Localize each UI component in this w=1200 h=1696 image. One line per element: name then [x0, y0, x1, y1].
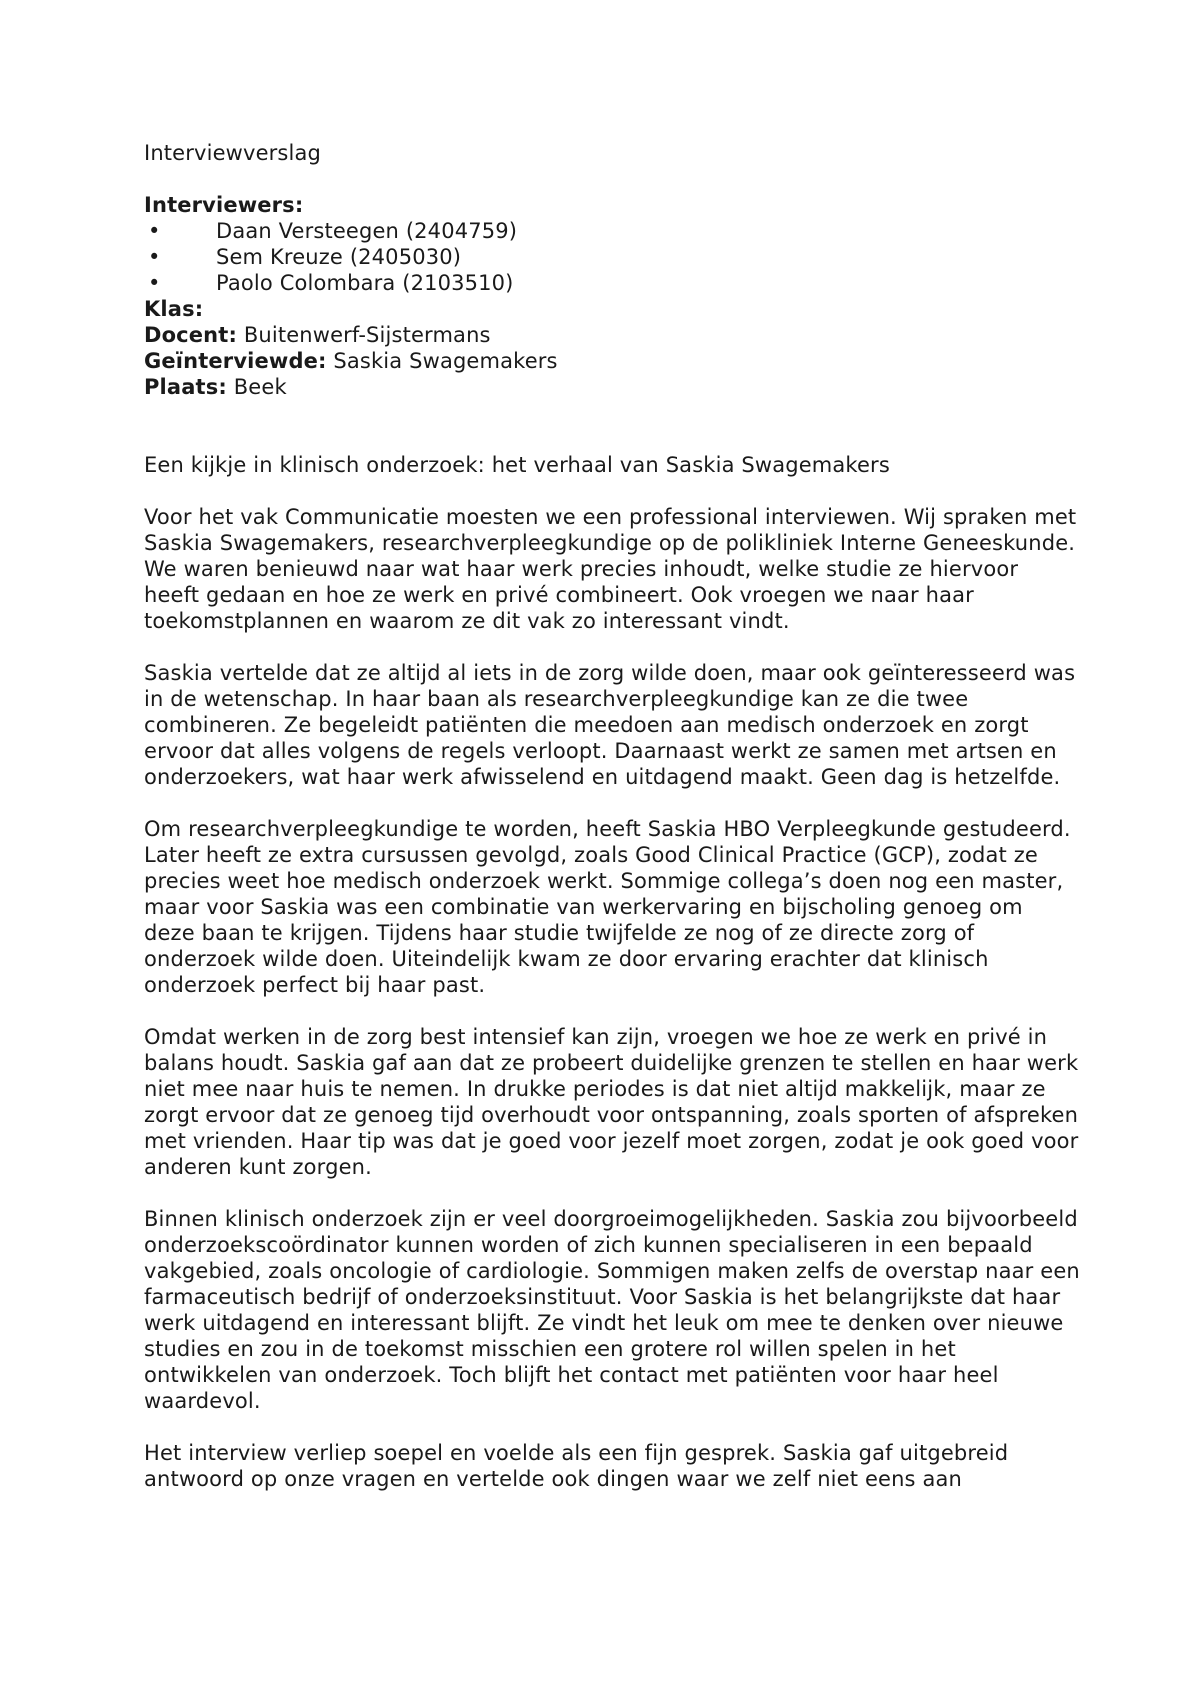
list-item	[144, 218, 1080, 244]
bullet-icon: •	[148, 245, 161, 269]
list-item	[144, 244, 1080, 270]
article-title: Een kijkje in klinisch onderzoek: het verhaal van Saskia Swagemakers	[144, 453, 890, 477]
bullet-icon: •	[148, 219, 161, 243]
klas-label: Klas:	[144, 297, 204, 321]
paragraph: Saskia vertelde dat ze altijd al iets in de zorg wilde doen, maar ook geïnteresseerd was in de wetenschap. In haar baan als researchverpleegkundige kan ze die twee combineren. Ze begeleidt patiënten die meedoen aan medisch onderzoek en zorgt ervoor dat alles volgens de regels verloopt. Daarnaast werkt ze samen met artsen en onderzoekers, wat haar werk afwisselend en uitdagend maakt. Geen dag is hetzelfde.	[144, 661, 1076, 789]
paragraph: Om researchverpleegkundige te worden, heeft Saskia HBO Verpleegkunde gestudeerd. Later heeft ze extra cursussen gevolgd, zoals Good Clinical Practice (GCP), zodat ze precies weet hoe medisch onderzoek werkt. Sommige collega’s doen nog een master, maar voor Saskia was een combinatie van werkervaring en bijscholing genoeg om deze baan te krijgen. Tijdens haar studie twijfelde ze nog of ze directe zorg of onderzoek wilde doen. Uiteindelijk kwam ze door ervaring erachter dat klinisch onderzoek perfect bij haar past.	[144, 817, 1071, 997]
interviewer-name: Paolo Colombara (2103510)	[216, 271, 514, 295]
interviewer-name: Sem Kreuze (2405030)	[216, 245, 462, 269]
plaats-line	[144, 374, 1080, 400]
bullet-icon: •	[148, 271, 161, 295]
interviewers-label: Interviewers:	[144, 193, 304, 217]
geinterviewde-value: Saskia Swagemakers	[326, 349, 558, 373]
plaats-value: Beek	[226, 375, 287, 399]
geinterviewde-label: Geïnterviewde:	[144, 349, 327, 373]
paragraph: Binnen klinisch onderzoek zijn er veel doorgroeimogelijkheden. Saskia zou bijvoorbeeld onderzoekscoördinator kunnen worden of zich kunnen specialiseren in een bepaald vakgebied, zoals oncologie of cardiologie. Sommigen maken zelfs de overstap naar een farmaceutisch bedrijf of onderzoeksinstituut. Voor Saskia is het belangrijkste dat haar werk uitdagend en interessant blijft. Ze vindt het leuk om mee te denken over nieuwe studies en zou in de toekomst misschien een grotere rol willen spelen in het ontwikkelen van onderzoek. Toch blijft het contact met patiënten voor haar heel waardevol.	[144, 1207, 1080, 1413]
plaats-label: Plaats:	[144, 375, 227, 399]
interviewers-list	[144, 218, 1080, 296]
document-title: Interviewverslag	[144, 141, 322, 165]
section-spacer	[144, 400, 1080, 452]
docent-label: Docent:	[144, 323, 237, 347]
interviewer-name: Daan Versteegen (2404759)	[216, 219, 518, 243]
paragraph: Het interview verliep soepel en voelde als een fijn gesprek. Saskia gaf uitgebreid antwoord op onze vragen en vertelde ook dingen waar we zelf niet eens aan	[144, 1441, 1009, 1491]
docent-value: Buitenwerf-Sijstermans	[237, 323, 491, 347]
geinterviewde-line	[144, 348, 1080, 374]
paragraph: Voor het vak Communicatie moesten we een professional interviewen. Wij spraken met Saskia Swagemakers, researchverpleegkundige op de polikliniek Interne Geneeskunde. We waren benieuwd naar wat haar werk precies inhoudt, welke studie ze hiervoor heeft gedaan en hoe ze werk en privé combineert. Ook vroegen we naar haar toekomstplannen en waarom ze dit vak zo interessant vindt.	[144, 505, 1077, 633]
paragraph: Omdat werken in de zorg best intensief kan zijn, vroegen we hoe ze werk en privé in balans houdt. Saskia gaf aan dat ze probeert duidelijke grenzen te stellen en haar werk niet mee naar huis te nemen. In drukke periodes is dat niet altijd makkelijk, maar ze zorgt ervoor dat ze genoeg tijd overhoudt voor ontspanning, zoals sporten of afspreken met vrienden. Haar tip was dat je goed voor jezelf moet zorgen, zodat je ook goed voor anderen kunt zorgen.	[144, 1025, 1079, 1179]
klas-line	[144, 296, 1080, 322]
docent-line	[144, 322, 1080, 348]
list-item	[144, 270, 1080, 296]
interviewers-heading	[144, 192, 1080, 218]
